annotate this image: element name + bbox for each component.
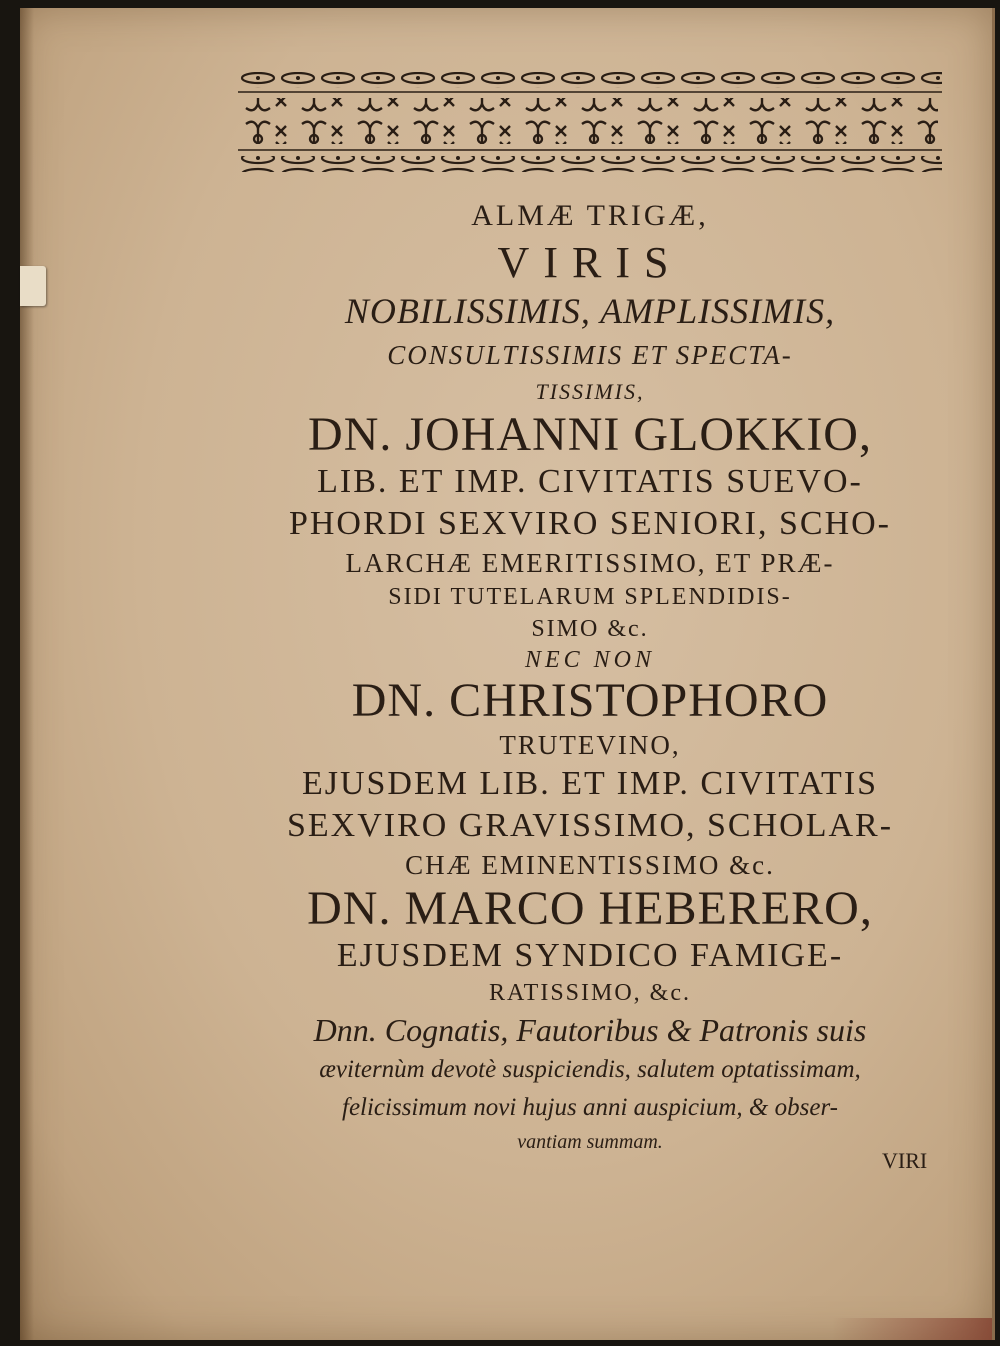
paper-page [20,8,995,1340]
floral-border-ornament-icon [238,70,942,182]
dedication-line: RATISSIMO, &c. [488,980,691,1006]
page-edge-stain [832,1318,992,1340]
dedication-line: felicissimum novi hujus anni auspicium, & obser- [342,1094,838,1121]
dedication-line: SIMO &c. [531,616,649,642]
dedication-text [220,193,960,1157]
dedication-line: NOBILISSIMIS, AMPLISSIMIS, [344,291,836,331]
dedication-line: TRUTEVINO, [499,730,681,760]
dedication-line: Dnn. Cognatis, Fautoribus & Patronis suis [313,1012,867,1048]
dedication-line: ALMÆ TRIGÆ, [471,199,709,232]
dedication-line: LARCHÆ EMERITISSIMO, ET PRÆ- [345,548,835,578]
dedication-line: SEXVIRO GRAVISSIMO, SCHOLAR- [286,807,894,844]
dedication-line: CONSULTISSIMIS ET SPECTA- [387,340,793,370]
dedication-line: VIRIS [497,238,683,287]
dedication-line: æviternùm devotè suspiciendis, salutem optatissimam, [319,1056,861,1083]
dedication-line: PHORDI SEXVIRO SENIORI, SCHO- [288,505,892,542]
dedication-line: CHÆ EMINENTISSIMO &c. [405,850,775,880]
dedication-line: SIDI TUTELARUM SPLENDIDIS- [388,584,792,610]
paper-tab-marker [20,266,46,306]
dedicatee-name-heberero: DN. MARCO HEBERERO, [307,882,873,935]
dedicatee-name-glokkio: DN. JOHANNI GLOKKIO, [308,408,872,461]
dedication-line: NEC NON [524,647,656,673]
dedication-line: EJUSDEM LIB. ET IMP. CIVITATIS [301,765,879,802]
dedication-line: EJUSDEM SYNDICO FAMIGE- [336,937,844,974]
catchword: VIRI [882,1148,928,1173]
dedication-line: vantiam summam. [517,1131,663,1153]
dedication-line: LIB. ET IMP. CIVITATIS SUEVO- [317,463,863,500]
dedication-line: TISSIMIS, [535,379,645,404]
dedicatee-name-christophoro: DN. CHRISTOPHORO [351,674,829,727]
